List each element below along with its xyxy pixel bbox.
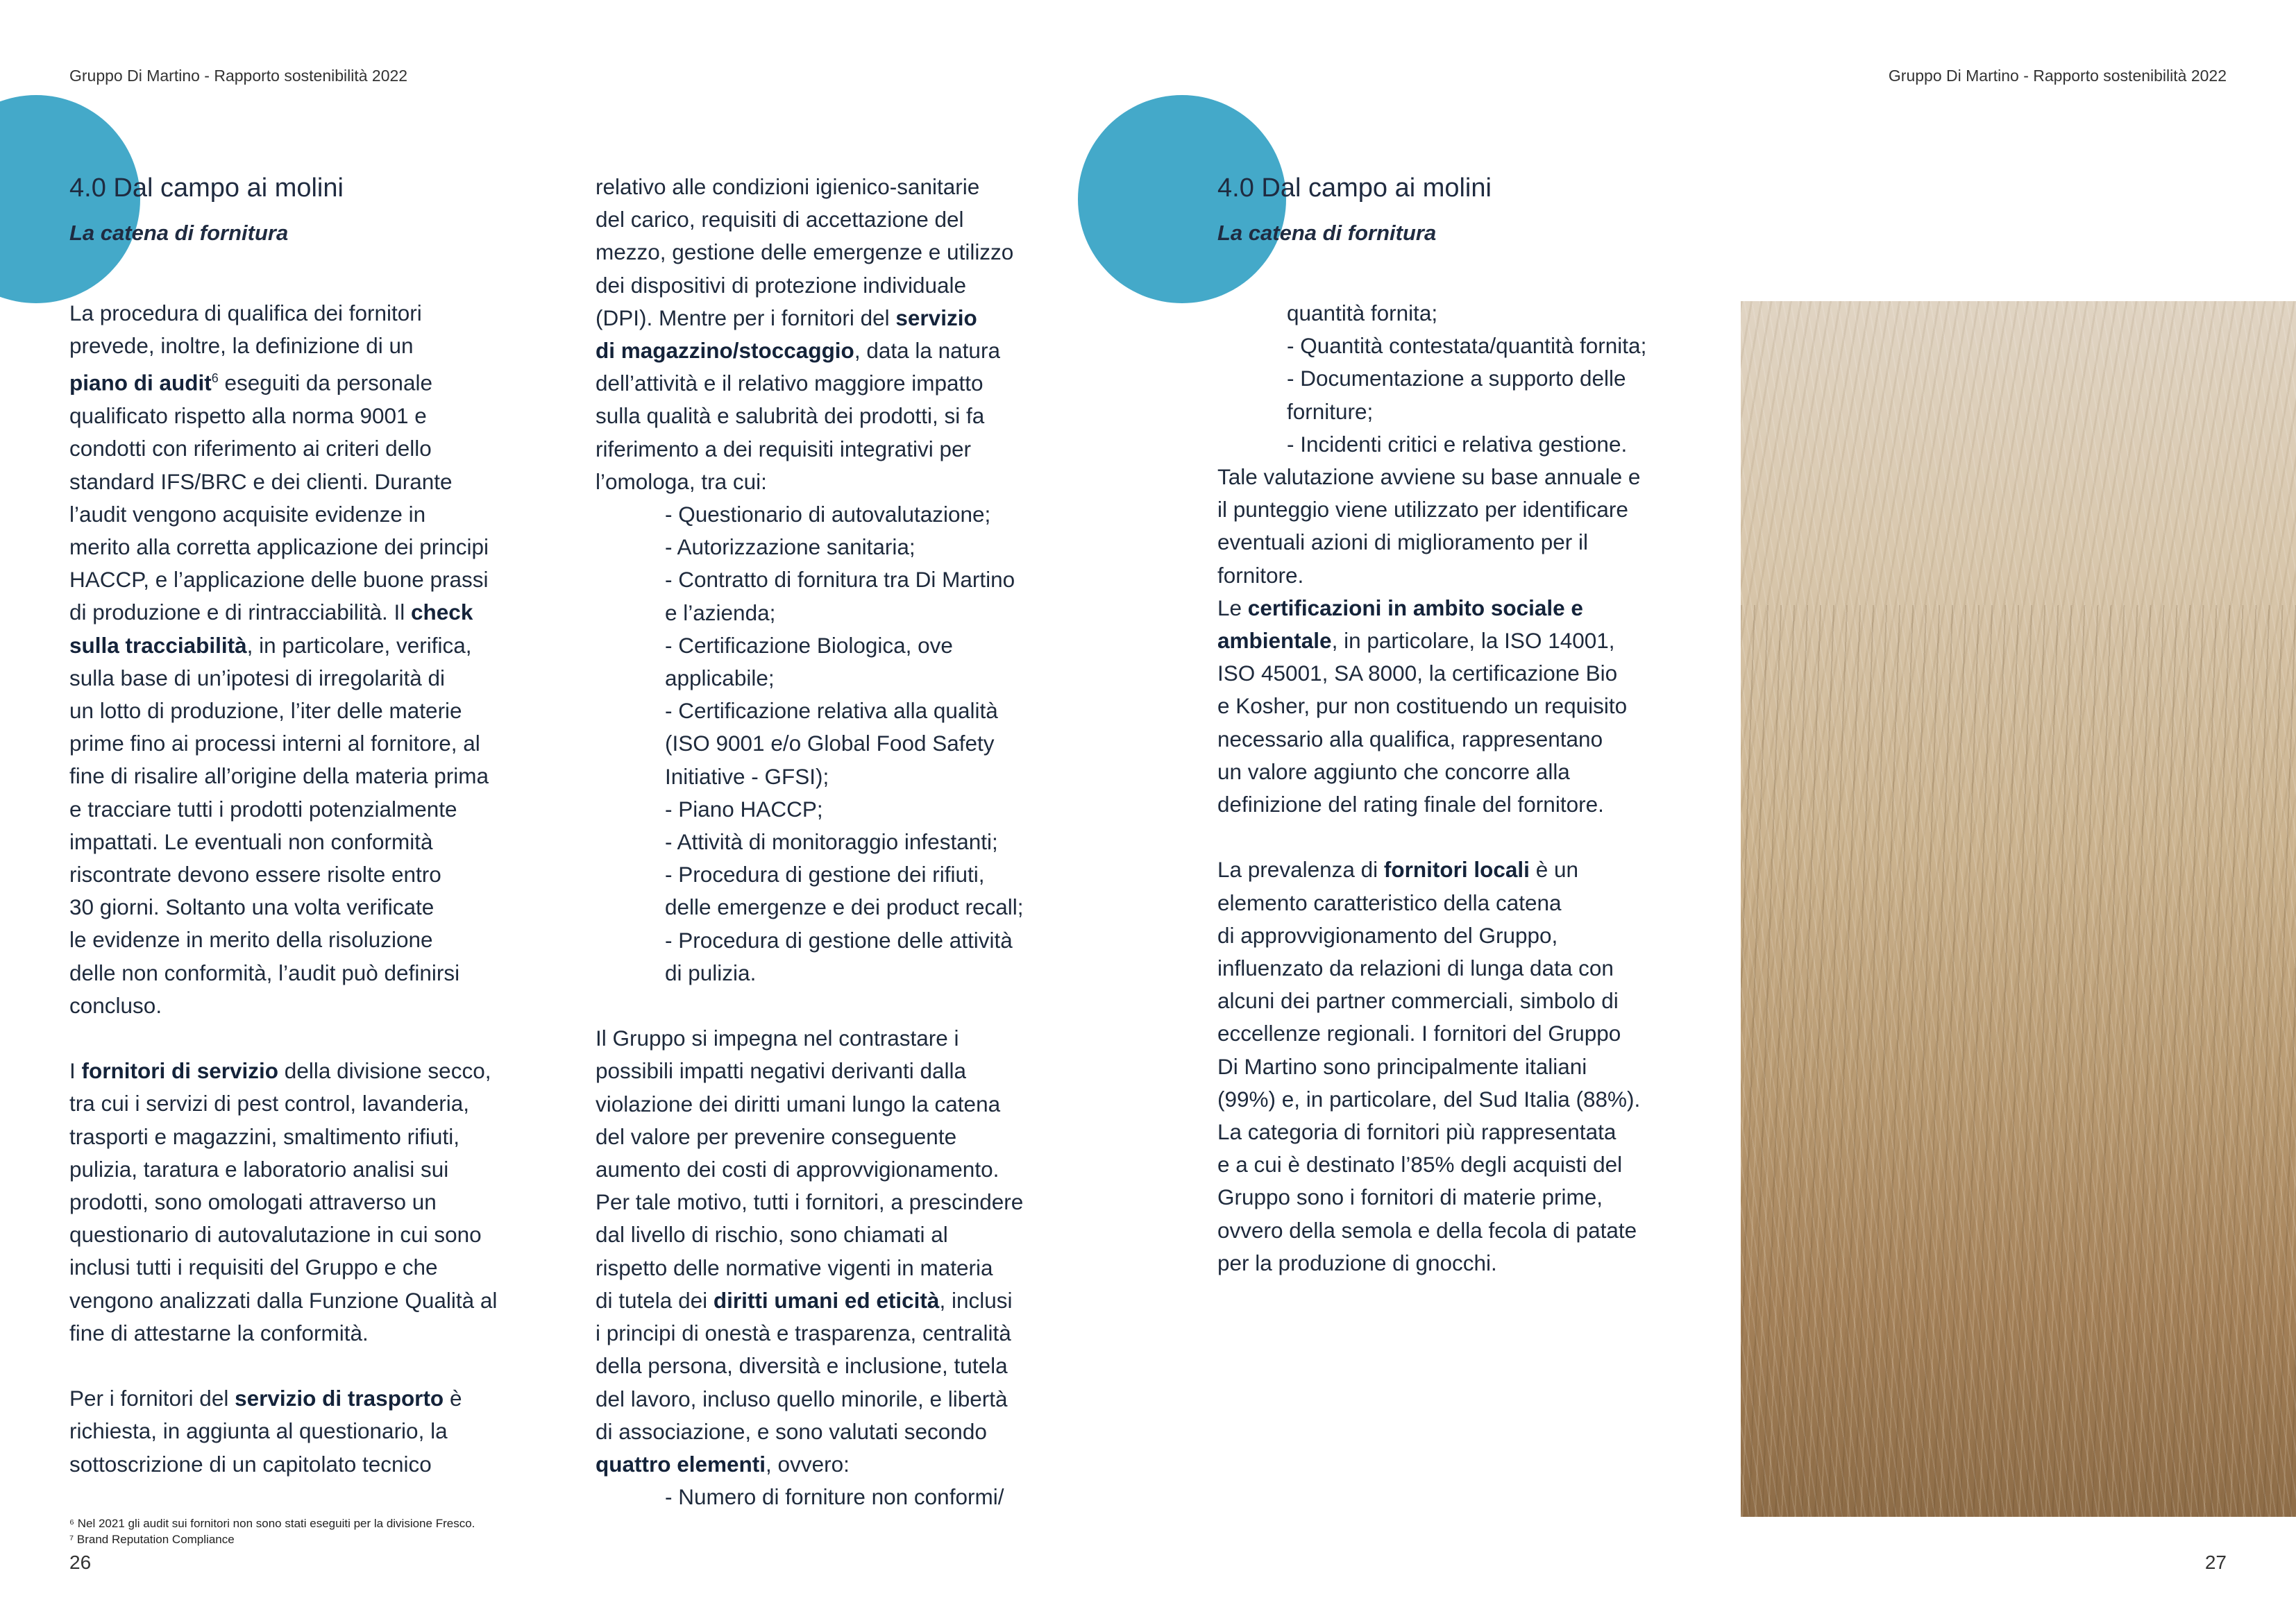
- bold-phrase: fornitori locali: [1383, 857, 1530, 883]
- bold-phrase: servizio di trasporto: [235, 1386, 444, 1411]
- list-item: e l’azienda;: [665, 600, 776, 625]
- list-item: delle emergenze e dei product recall;: [665, 894, 1024, 920]
- text-line: dell’attività e il relativo maggiore impatto: [596, 371, 984, 396]
- list-item: quantità fornita;: [1287, 300, 1438, 325]
- list-item: - Autorizzazione sanitaria;: [665, 534, 915, 560]
- text-line: alcuni dei partner commerciali, simbolo di: [1217, 988, 1619, 1014]
- text-line: elemento caratteristico della catena: [1217, 890, 1562, 915]
- list-item: - Quantità contestata/quantità fornita;: [1287, 333, 1647, 359]
- text-line: del lavoro, incluso quello minorile, e libertà: [596, 1386, 1008, 1411]
- text-line: delle non conformità, l’audit può definirsi: [69, 960, 460, 985]
- text-line: 30 giorni. Soltanto una volta verificate: [69, 894, 434, 920]
- text-line: pulizia, taratura e laboratorio analisi sui: [69, 1156, 449, 1182]
- list-item: - Procedura di gestione dei rifiuti,: [665, 862, 985, 887]
- text-line: prevede, inoltre, la definizione di un: [69, 333, 414, 359]
- text-column-3: [1217, 297, 1646, 1280]
- text-line: per la produzione di gnocchi.: [1217, 1250, 1497, 1275]
- text-line: ISO 45001, SA 8000, la certificazione Bio: [1217, 661, 1618, 686]
- text-line: [596, 727, 1024, 760]
- text-line: Di Martino sono principalmente italiani: [1217, 1053, 1587, 1079]
- text-line: questionario di autovalutazione in cui sono: [69, 1222, 482, 1248]
- text-line: [69, 1350, 497, 1382]
- bold-phrase: check: [411, 600, 473, 625]
- text-line: [596, 563, 1024, 596]
- footnote-7: ⁷ Brand Reputation Compliance: [69, 1533, 235, 1546]
- text-line: l’omologa, tra cui:: [596, 468, 767, 494]
- list-item: forniture;: [1287, 398, 1374, 424]
- text-line: Per tale motivo, tutti i fornitori, a prescindere: [596, 1189, 1024, 1215]
- text-line: sulla tracciabilità, in particolare, verifica,: [69, 632, 472, 658]
- footnote-6: ⁶ Nel 2021 gli audit sui fornitori non sono stati eseguiti per la divisione Fresco.: [69, 1517, 475, 1530]
- bold-phrase: servizio: [895, 305, 977, 330]
- text-column-1: [69, 297, 497, 1481]
- text-line: dei dispositivi di protezione individuale: [596, 272, 967, 298]
- text-line: [596, 597, 1024, 629]
- text-line: e Kosher, pur non costituendo un requisito: [1217, 693, 1628, 719]
- page-header-left: Gruppo Di Martino - Rapporto sostenibilità 2022: [69, 67, 408, 85]
- footnotes: [69, 1515, 475, 1547]
- wheat-field-photo: [1741, 301, 2296, 1517]
- text-line: eccellenze regionali. I fornitori del Gruppo: [1217, 1021, 1621, 1046]
- text-line: [596, 695, 1024, 727]
- text-line: trasporti e magazzini, smaltimento rifiuti,: [69, 1123, 459, 1149]
- text-line: e a cui è destinato l’85% degli acquisti del: [1217, 1152, 1623, 1178]
- list-item: - Attività di monitoraggio infestanti;: [665, 829, 998, 855]
- text-line: [1217, 428, 1646, 461]
- text-line: ambientale, in particolare, la ISO 14001,: [1217, 628, 1615, 654]
- text-line: vengono analizzati dalla Funzione Qualità al: [69, 1287, 498, 1313]
- text-line: [596, 858, 1024, 891]
- text-line: Le certificazioni in ambito sociale e: [1217, 595, 1583, 620]
- section-title-left: 4.0 Dal campo ai molini: [69, 173, 344, 203]
- text-line: di associazione, e sono valutati secondo: [596, 1418, 987, 1444]
- text-line: fine di attestarne la conformità.: [69, 1320, 369, 1345]
- text-line: [1217, 821, 1646, 853]
- text-line: prodotti, sono omologati attraverso un: [69, 1189, 437, 1214]
- text-line: del carico, requisiti di accettazione del: [596, 207, 964, 232]
- wheat-stalks-texture: [1741, 605, 2296, 1517]
- text-line: [596, 760, 1024, 793]
- text-line: qualificato rispetto alla norma 9001 e: [69, 403, 427, 429]
- text-line: rispetto delle normative vigenti in materia: [596, 1255, 993, 1280]
- text-line: I fornitori di servizio della divisione secco,: [69, 1058, 491, 1084]
- bold-phrase: quattro elementi: [596, 1451, 766, 1477]
- text-line: aumento dei costi di approvvigionamento.: [596, 1157, 999, 1182]
- text-line: La prevalenza di fornitori locali è un: [1217, 857, 1578, 883]
- text-line: fornitore.: [1217, 562, 1304, 588]
- text-line: prime fino ai processi interni al fornitore, al: [69, 731, 480, 756]
- list-item: - Certificazione Biologica, ove: [665, 632, 953, 658]
- text-line: sottoscrizione di un capitolato tecnico: [69, 1451, 432, 1477]
- text-line: i principi di onestà e trasparenza, centralità: [596, 1320, 1011, 1346]
- bold-phrase: sulla tracciabilità: [69, 632, 247, 658]
- text-line: [1217, 362, 1646, 395]
- page-number-left: 26: [69, 1552, 92, 1573]
- bold-phrase: diritti umani ed eticità: [713, 1287, 940, 1313]
- text-line: le evidenze in merito della risoluzione: [69, 927, 433, 953]
- text-line: il punteggio viene utilizzato per identificare: [1217, 497, 1628, 522]
- text-line: ovvero della semola e della fecola di patate: [1217, 1217, 1637, 1243]
- text-line: [1217, 297, 1646, 330]
- text-line: e tracciare tutti i prodotti potenzialmente: [69, 796, 457, 822]
- bold-phrase: di magazzino/stoccaggio: [596, 338, 854, 364]
- text-line: un lotto di produzione, l’iter delle materie: [69, 697, 462, 723]
- text-line: violazione dei diritti umani lungo la catena: [596, 1091, 1001, 1116]
- bold-phrase: piano di audit: [69, 370, 212, 396]
- text-line: Gruppo sono i fornitori di materie prime,: [1217, 1184, 1603, 1210]
- list-item: di pulizia.: [665, 960, 757, 985]
- text-line: Per i fornitori del servizio di trasporto è: [69, 1386, 462, 1411]
- text-line: necessario alla qualifica, rappresentano: [1217, 726, 1603, 751]
- text-line: tra cui i servizi di pest control, lavanderia,: [69, 1091, 469, 1116]
- text-column-2: [596, 171, 1024, 1513]
- list-item: - Piano HACCP;: [665, 796, 823, 822]
- bold-phrase: certificazioni in ambito sociale e: [1247, 595, 1583, 620]
- text-line: della persona, diversità e inclusione, tutela: [596, 1353, 1008, 1379]
- text-line: Il Gruppo si impegna nel contrastare i: [596, 1026, 959, 1051]
- text-line: merito alla corretta applicazione dei principi: [69, 534, 489, 559]
- text-line: di approvvigionamento del Gruppo,: [1217, 922, 1558, 948]
- page-number-right: 27: [2204, 1552, 2227, 1573]
- list-item: - Numero di forniture non conformi/: [665, 1484, 1004, 1510]
- list-item: Initiative - GFSI);: [665, 763, 829, 789]
- text-line: di tutela dei diritti umani ed eticità, inclusi: [596, 1287, 1013, 1313]
- text-line: [596, 924, 1024, 957]
- text-line: influenzato da relazioni di lunga data con: [1217, 955, 1614, 981]
- text-line: del valore per prevenire conseguente: [596, 1123, 957, 1149]
- text-line: sulla qualità e salubrità dei prodotti, si fa: [596, 403, 985, 429]
- text-line: l’audit vengono acquisite evidenze in: [69, 501, 426, 527]
- text-line: condotti con riferimento ai criteri dello: [69, 436, 432, 461]
- list-item: - Contratto di fornitura tra Di Martino: [665, 567, 1015, 593]
- section-subtitle-left: La catena di fornitura: [69, 221, 289, 245]
- text-line: standard IFS/BRC e dei clienti. Durante: [69, 468, 453, 494]
- text-line: [596, 498, 1024, 531]
- text-line: impattati. Le eventuali non conformità: [69, 829, 433, 854]
- text-line: relativo alle condizioni igienico-sanitarie: [596, 174, 980, 199]
- bold-phrase: ambientale: [1217, 628, 1332, 654]
- text-line: di magazzino/stoccaggio, data la natura: [596, 338, 1000, 364]
- text-line: HACCP, e l’applicazione delle buone prassi: [69, 567, 489, 593]
- list-item: - Procedura di gestione delle attività: [665, 927, 1013, 953]
- text-line: [596, 1481, 1024, 1513]
- text-line: [596, 826, 1024, 858]
- text-line: [596, 662, 1024, 695]
- text-line: definizione del rating finale del fornitore.: [1217, 792, 1604, 817]
- text-line: [1217, 330, 1646, 362]
- text-line: piano di audit$^6$ eseguiti da personale: [69, 370, 432, 396]
- page-header-right: Gruppo Di Martino - Rapporto sostenibilità 2022: [1888, 67, 2227, 85]
- text-line: richiesta, in aggiunta al questionario, la: [69, 1418, 448, 1444]
- text-line: fine di risalire all’origine della materia prima: [69, 763, 489, 789]
- section-subtitle-right: La catena di fornitura: [1217, 221, 1437, 245]
- text-line: di produzione e di rintracciabilità. Il check: [69, 600, 473, 625]
- text-line: possibili impatti negativi derivanti dalla: [596, 1058, 967, 1084]
- text-line: La categoria di fornitori più rappresentata: [1217, 1119, 1617, 1145]
- text-line: (99%) e, in particolare, del Sud Italia (88%).: [1217, 1086, 1641, 1112]
- list-item: - Incidenti critici e relativa gestione.: [1287, 431, 1628, 457]
- list-item: - Certificazione relativa alla qualità: [665, 698, 998, 724]
- text-line: [596, 793, 1024, 826]
- text-line: [596, 891, 1024, 924]
- list-item: - Documentazione a supporto delle: [1287, 366, 1626, 391]
- text-line: eventuali azioni di miglioramento per il: [1217, 529, 1589, 555]
- list-item: applicabile;: [665, 665, 775, 691]
- list-item: (ISO 9001 e/o Global Food Safety: [665, 731, 995, 756]
- bold-phrase: fornitori di servizio: [81, 1058, 279, 1084]
- text-line: dal livello di rischio, sono chiamati al: [596, 1222, 948, 1248]
- text-line: quattro elementi, ovvero:: [596, 1451, 850, 1477]
- text-line: [1217, 396, 1646, 428]
- text-line: mezzo, gestione delle emergenze e utilizzo: [596, 239, 1014, 265]
- text-line: [596, 989, 1024, 1022]
- text-line: [596, 531, 1024, 563]
- text-line: La procedura di qualifica dei fornitori: [69, 300, 422, 325]
- text-line: sulla base di un’ipotesi di irregolarità di: [69, 665, 446, 690]
- text-line: un valore aggiunto che concorre alla: [1217, 758, 1570, 784]
- text-line: Tale valutazione avviene su base annuale e: [1217, 464, 1641, 490]
- text-line: inclusi tutti i requisiti del Gruppo e che: [69, 1255, 438, 1280]
- text-line: [596, 629, 1024, 662]
- text-line: riscontrate devono essere risolte entro: [69, 861, 441, 887]
- text-line: concluso.: [69, 992, 162, 1018]
- list-item: - Questionario di autovalutazione;: [665, 502, 991, 527]
- section-title-right: 4.0 Dal campo ai molini: [1217, 173, 1492, 203]
- text-line: [69, 1022, 497, 1055]
- text-line: [596, 957, 1024, 989]
- text-line: riferimento a dei requisiti integrativi per: [596, 436, 971, 461]
- footnote-ref: 6: [211, 371, 219, 386]
- text-line: (DPI). Mentre per i fornitori del servizio: [596, 305, 977, 330]
